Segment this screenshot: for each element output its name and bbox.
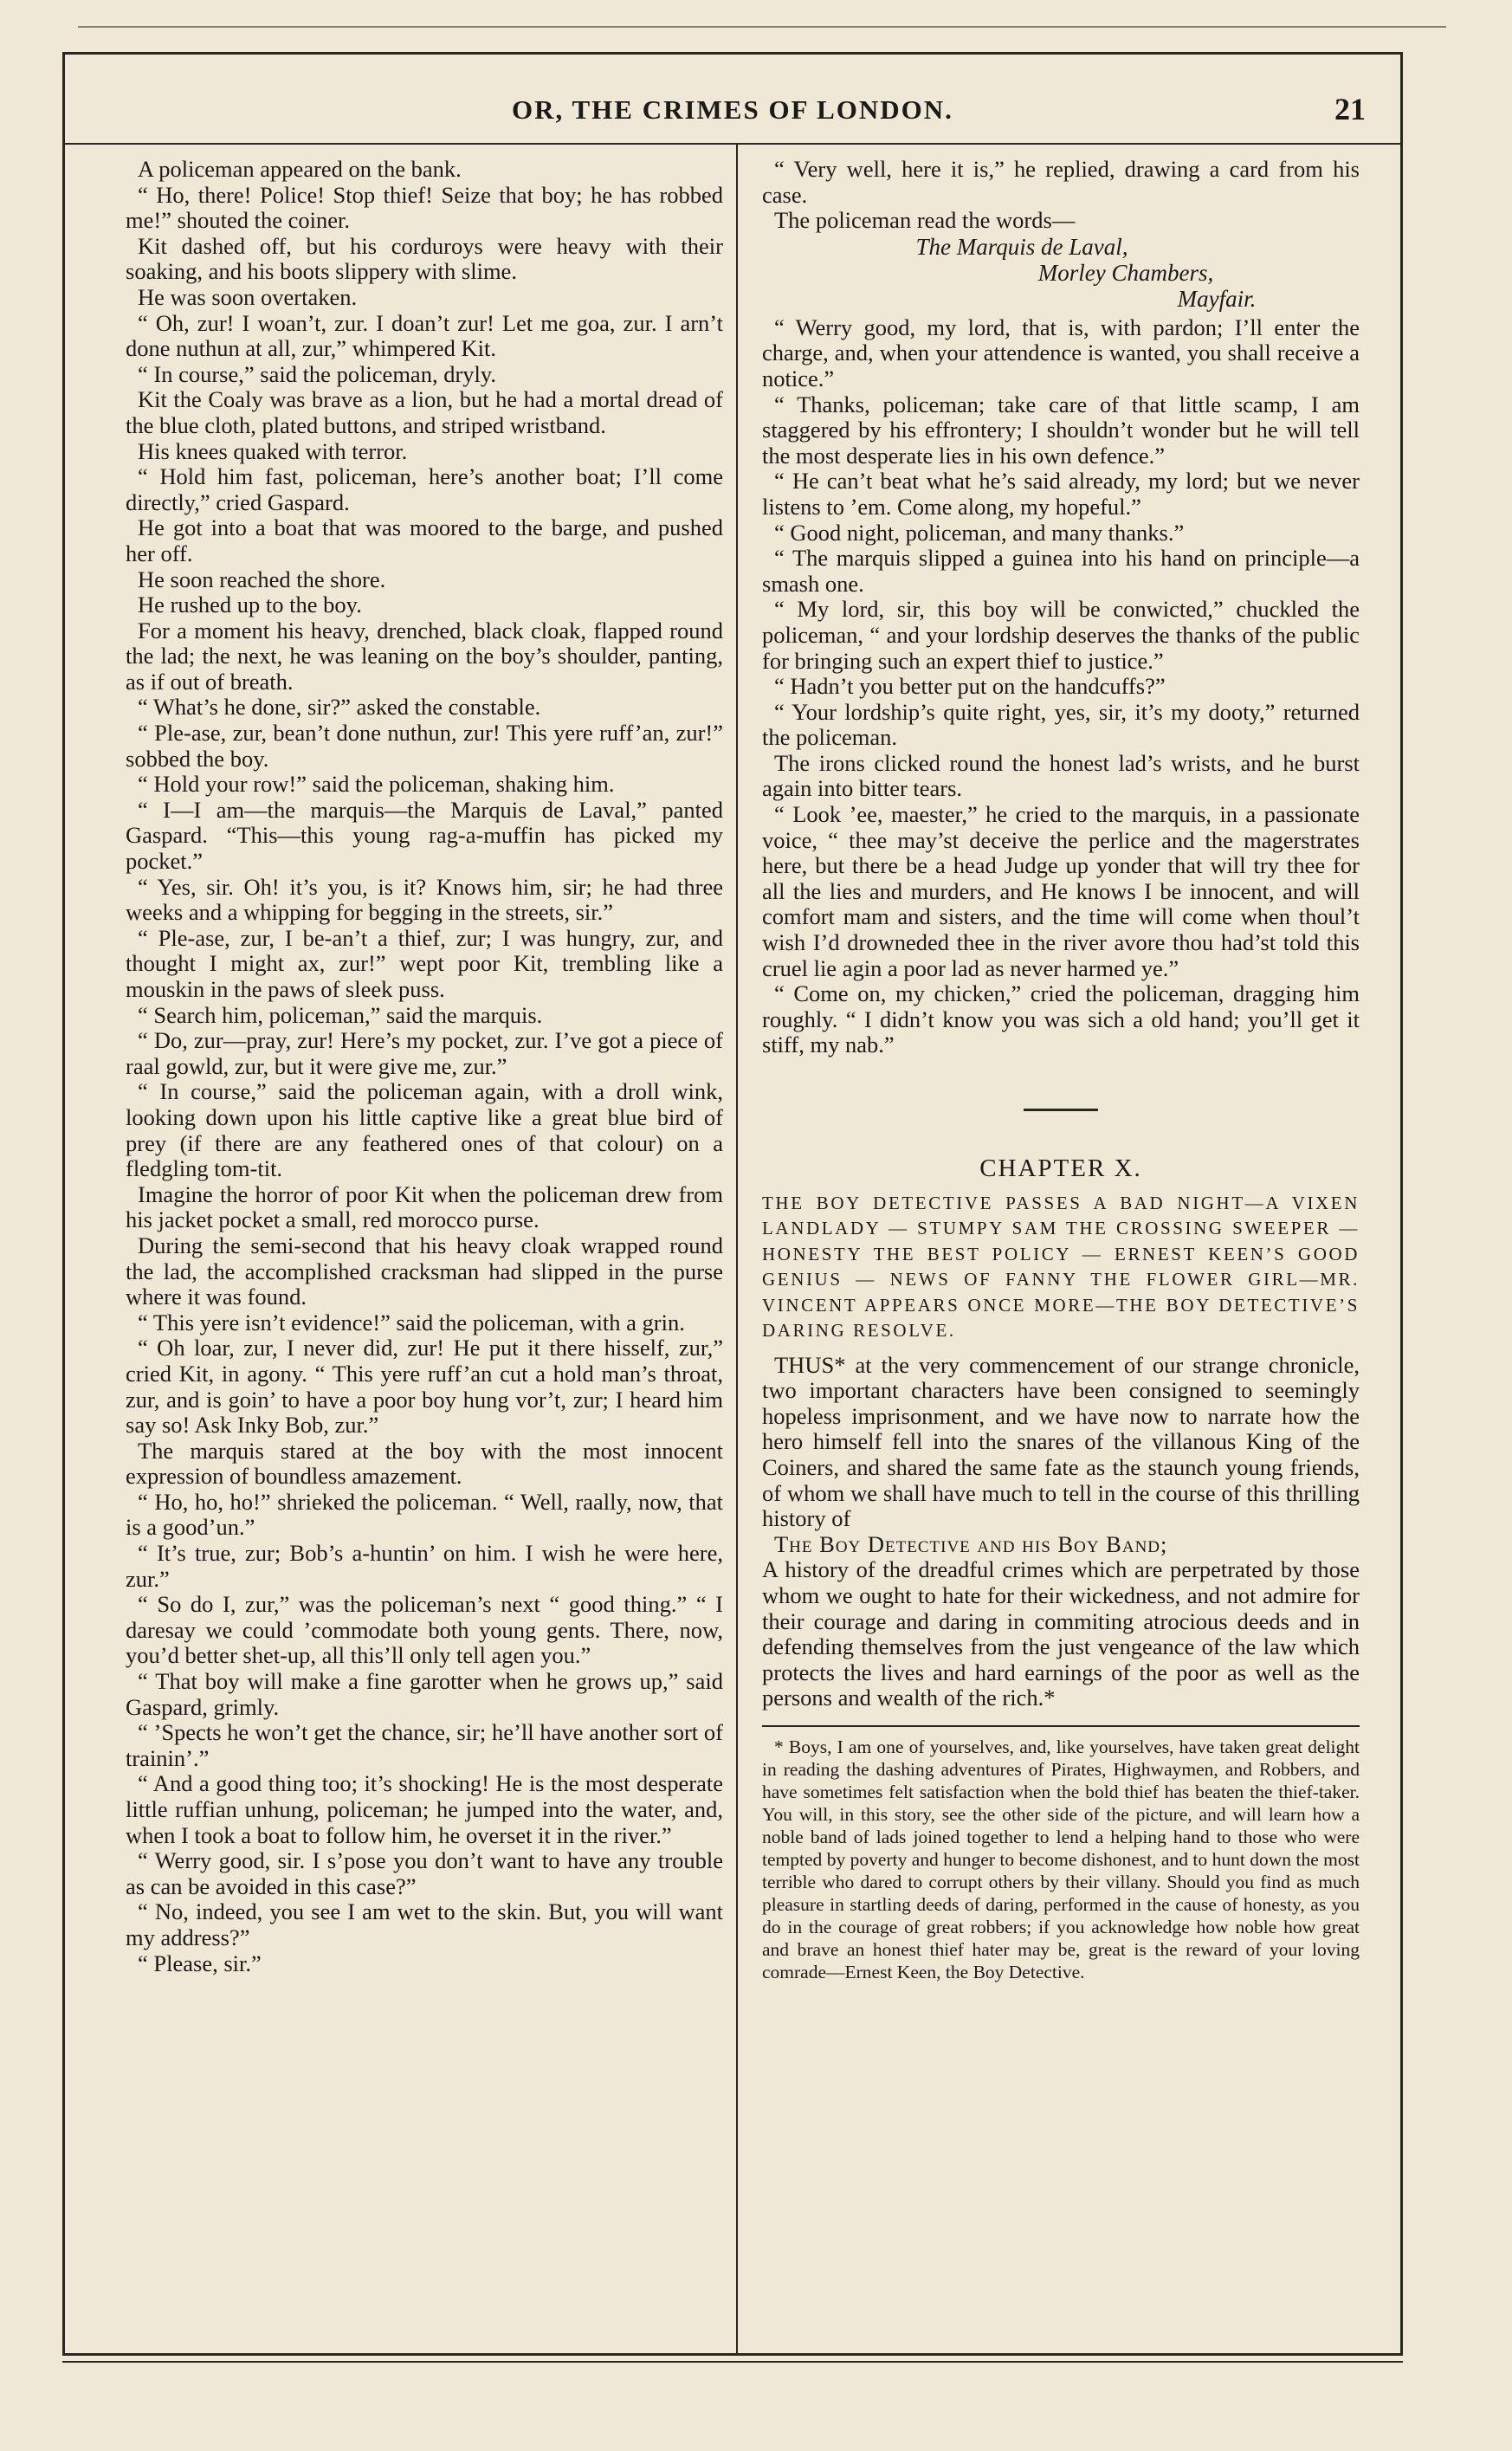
paragraph: “ Ple-ase, zur, I be-an’t a thief, zur; I was hungry, zur, and thought I might ax, zur!” wept poor Kit, trembling like a mouskin in the paws of sleek puss. (126, 924, 723, 1002)
paragraph: “ Hadn’t you better put on the handcuffs?” (774, 673, 1166, 700)
paragraph: “ Werry good, sir. I s’pose you don’t want to have any trouble as can be avoided in this case?” (126, 1847, 723, 1899)
paragraph: “ Good night, policeman, and many thanks.” (774, 519, 1185, 546)
calling-card (762, 234, 1360, 312)
paragraph: “ Thanks, policeman; take care of that little scamp, I am staggered by his effrontery; I shouldn’t wonder but he will tell the most desperate lies in his own defence.” (762, 391, 1360, 469)
chapter-title: CHAPTER X. (979, 1154, 1142, 1182)
paragraph: The policeman read the words— (774, 207, 1076, 234)
paragraph: “ What’s he done, sir?” asked the constable. (138, 694, 541, 721)
paragraph: The marquis stared at the boy with the most innocent expression of boundless amazement. (126, 1437, 723, 1490)
column-divider (736, 143, 738, 2353)
chapter-body-1: THUS* at the very commencement of our strange chronicle, two important characters have been consigned to seemingly hopeless imprisonment, and we have now to narrate how the hero himself fell into the snares of the villanous King of the Coiners, and shared the same fate as the staunch young friends, of whom we shall have much to tell in the course of this thrilling history of (762, 1351, 1360, 1532)
page-header (65, 55, 1400, 145)
paragraph: “ Come on, my chicken,” cried the policeman, dragging him roughly. “ I didn’t know you was sich a old hand; you’ll get it stiff, my nab.” (762, 980, 1360, 1058)
paragraph: During the semi-second that his heavy cloak wrapped round the lad, the accomplished cracksman had slipped in the purse where it was found. (126, 1232, 723, 1310)
paragraph: “ It’s true, zur; Bob’s a-huntin’ on him. I wish he were here, zur.” (126, 1540, 723, 1592)
paragraph: Imagine the horror of poor Kit when the policeman drew from his jacket pocket a small, red morocco purse. (126, 1180, 723, 1233)
page-number: 21 (1334, 92, 1366, 126)
paragraph: “ So do I, zur,” was the policeman’s next “ good thing.” “ I daresay we could ’commodate both young gents. There, now, you’d better shet-up, all this’ll only tell agen you.” (126, 1591, 723, 1669)
newspaper-page (62, 52, 1403, 2356)
paragraph: “ No, indeed, you see I am wet to the skin. But, you will want my address?” (126, 1898, 723, 1950)
running-title: OR, THE CRIMES OF LONDON. (512, 94, 953, 125)
paragraph: “ In course,” said the policeman, dryly. (138, 360, 497, 387)
paragraph: His knees quaked with terror. (138, 437, 408, 464)
paragraph: “ My lord, sir, this boy will be conwicted,” chuckled the policeman, “ and your lordship deserves the thanks of the public for bringing such an expert thief to justice.” (762, 596, 1360, 674)
paragraph: “ That boy will make a fine garotter when he grows up,” said Gaspard, grimly. (126, 1668, 723, 1720)
card-name: The Marquis de Laval, (915, 233, 1128, 260)
paragraph: “ Ho, there! Police! Stop thief! Seize that boy; he has robbed me!” shouted the coiner. (126, 181, 723, 234)
chapter-synopsis: THE BOY DETECTIVE PASSES A BAD NIGHT—A VIXEN LANDLADY — STUMPY SAM THE CROSSING SWEEPER — HONESTY THE BEST POLICY — ERNEST KEEN’S GOOD GENIUS — NEWS OF FANNY THE FLOWER GIRL—MR. VINCENT APPEARS ONCE MORE—THE BOY DETECTIVE’S DARING RESOLVE. (762, 1192, 1360, 1342)
paragraph: “ And a good thing too; it’s shocking! He is the most desperate little ruffian unhung, policeman; he jumped into the water, and, when I took a boat to follow him, he overset it in the river.” (126, 1770, 723, 1848)
paragraph: “ Do, zur—pray, zur! Here’s my pocket, zur. I’ve got a piece of raal gowld, zur, but it were give me, zur.” (126, 1027, 723, 1079)
paragraph: “ Oh loar, zur, I never did, zur! He put it there hisself, zur,” cried Kit, in agony. “ This yere ruff’an cut a hold man’s throat, zur, and is goin’ to have a poor boy hung vor’t, zur; I heard him say so! Ask Inky Bob, zur.” (126, 1335, 723, 1439)
paragraph: “ Yes, sir. Oh! it’s you, is it? Knows him, sir; he had three weeks and a whipping for begging in the streets, sir.” (126, 873, 723, 926)
top-edge-rule (78, 26, 1446, 28)
paragraph: “ Ple-ase, zur, bean’t done nuthun, zur! This yere ruff’an, zur!” sobbed the boy. (126, 720, 723, 772)
paragraph: “ Oh, zur! I woan’t, zur. I doan’t zur! Let me goa, zur. I arn’t done nuthun at all, zur,” whimpered Kit. (126, 309, 723, 362)
paragraph: He was soon overtaken. (138, 283, 358, 310)
right-column (762, 157, 1360, 1983)
paragraph: He soon reached the shore. (138, 566, 386, 592)
paragraph: “ Hold him fast, policeman, here’s another boat; I’ll come directly,” cried Gaspard. (126, 463, 723, 515)
after-card-paragraphs (762, 315, 1360, 1058)
paragraph: “ Search him, policeman,” said the marquis. (138, 1001, 543, 1028)
paragraph: “ Very well, here it is,” he replied, drawing a card from his case. (762, 156, 1360, 208)
paragraph: “ Hold your row!” said the policeman, shaking him. (138, 771, 615, 798)
paragraph: The irons clicked round the honest lad’s wrists, and he burst again into bitter tears. (762, 749, 1360, 802)
paragraph: He rushed up to the boy. (138, 592, 362, 618)
paragraph: “ Your lordship’s quite right, yes, sir, it’s my dooty,” returned the policeman. (762, 698, 1360, 751)
bottom-rule (62, 2361, 1403, 2363)
paragraph: A policeman appeared on the bank. (138, 156, 462, 182)
paragraph: “ Ho, ho, ho!” shrieked the policeman. “ Well, raally, now, that is a good’un.” (126, 1488, 723, 1541)
footnote-rule (762, 1725, 1360, 1727)
left-column (126, 157, 723, 1976)
paragraph: “ Please, sir.” (138, 1950, 262, 1976)
paragraph: He got into a boat that was moored to the barge, and pushed her off. (126, 514, 723, 566)
section-divider (1024, 1109, 1098, 1111)
paragraph: Kit dashed off, but his corduroys were heavy with their soaking, and his boots slippery with slime. (126, 232, 723, 285)
paragraph: “ I—I am—the marquis—the Marquis de Laval,” panted Gaspard. “This—this young rag-a-muffin has picked my pocket.” (126, 796, 723, 875)
paragraph: “ In course,” said the policeman again, with a droll wink, looking down upon his little captive like a great blue bird of prey (if there are any feathered ones of that colour) on a fledgling tom-tit. (126, 1078, 723, 1182)
paragraph: “ Look ’ee, maester,” he cried to the marquis, in a passionate voice, “ thee may’st deceive the perlice and the magerstrates here, but there be a head Judge up yonder that will try thee for all the lies and murders, and He knows I be innocent, and will comfort mam and sisters, and the time will come when thoul’t wish I’d drowneded thee in the river avore thou had’st told this cruel lie agin a poor lad as never harmed ye.” (762, 801, 1360, 981)
footnote: * Boys, I am one of yourselves, and, like yourselves, have taken great delight in reading the dashing adventures of Pirates, Highwaymen, and Robbers, and have sometimes felt satisfaction when the bold thief has beaten the thief-taker. You will, in this story, see the other side of the picture, and will learn how a noble band of lads joined together to lend a helping hand to those who were tempted by poverty and hunger to become dishonest, and to hunt down the most terrible who dared to corrupt others by their villany. Should you find as much pleasure in startling deeds of daring, performed in the cause of honesty, as you do in the courage of great robbers; if you acknowledge how noble how great and brave an honest thief hater may be, great is the reward of your loving comrade—Ernest Keen, the Boy Detective. (762, 1736, 1360, 1982)
card-address: Morley Chambers, (1037, 259, 1214, 286)
paragraph: “ He can’t beat what he’s said already, my lord; but we never listens to ’em. Come along, my hopeful.” (762, 468, 1360, 520)
paragraph: “ ’Spects he won’t get the chance, sir; he’ll have another sort of trainin’.” (126, 1719, 723, 1771)
book-title: The Boy Detective and his Boy Band; (774, 1530, 1168, 1557)
paragraph: Kit the Coaly was brave as a lion, but he had a mortal dread of the blue cloth, plated buttons, and striped wristband. (126, 386, 723, 438)
chapter-body-2: A history of the dreadful crimes which are perpetrated by those whom we ought to hate for their wickedness, and not admire for their courage and daring in commiting atrocious deeds and in defending themselves from the just vengeance of the law which protects the lives and hard earnings of the poor as well as the persons and wealth of the rich.* (762, 1556, 1360, 1711)
paragraph: “ This yere isn’t evidence!” said the policeman, with a grin. (138, 1309, 685, 1335)
paragraph: “ Werry good, my lord, that is, with pardon; I’ll enter the charge, and, when your attendence is wanted, you shall receive a notice.” (762, 314, 1360, 391)
paragraph: “ The marquis slipped a guinea into his hand on principle—a smash one. (762, 545, 1360, 597)
card-district: Mayfair. (1177, 285, 1257, 312)
paragraph: For a moment his heavy, drenched, black cloak, flapped round the lad; the next, he was leaning on the boy’s shoulder, panting, as if out of breath. (126, 617, 723, 695)
